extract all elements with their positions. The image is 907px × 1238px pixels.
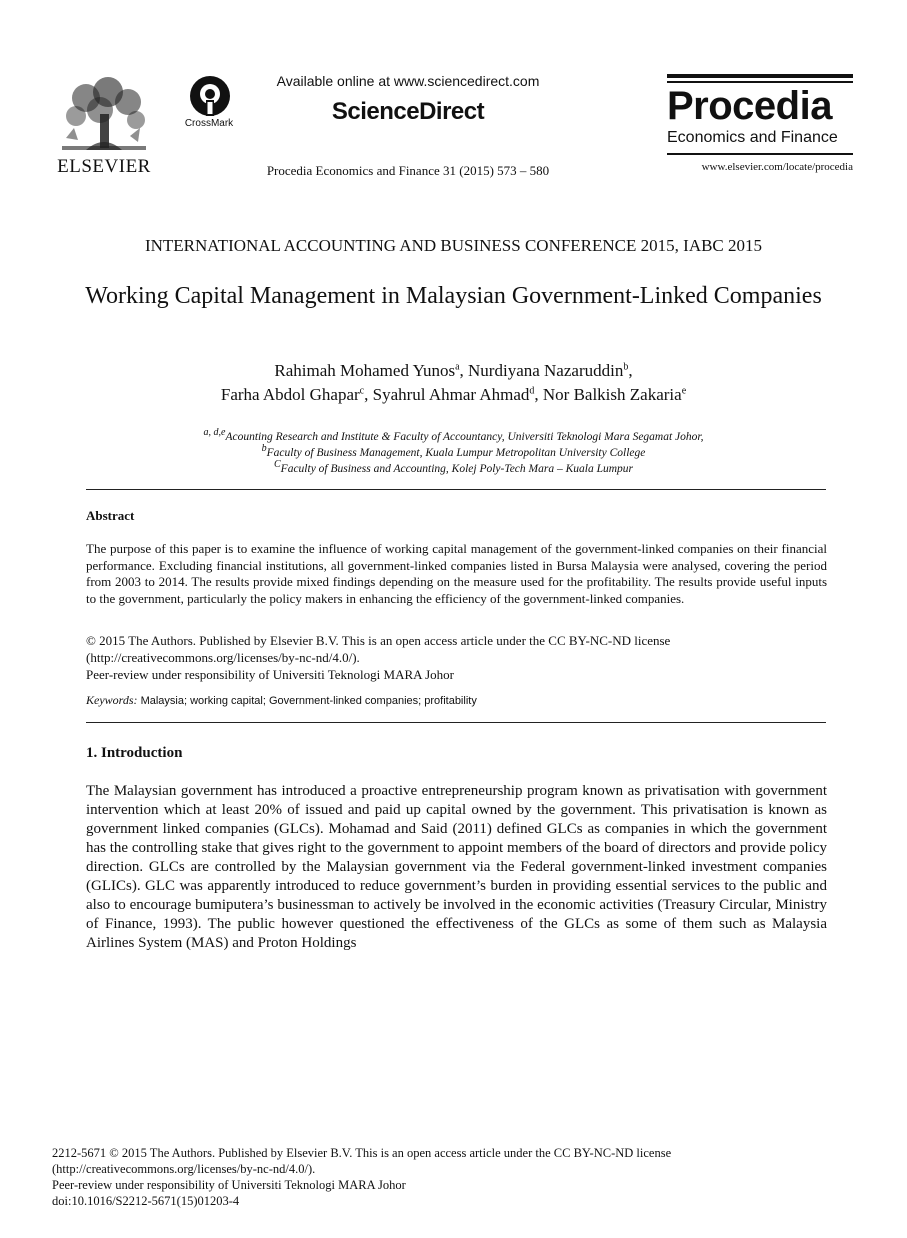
- author-name: Syahrul Ahmar Ahmad: [372, 385, 530, 404]
- author-sup: a: [455, 361, 460, 373]
- publisher-wordmark: ELSEVIER: [57, 156, 151, 177]
- section-divider: [86, 722, 826, 723]
- crossmark-label: CrossMark: [184, 118, 234, 129]
- abstract-text: The purpose of this paper is to examine the influence of working capital management of the government-linked companies on their financial performance. Excluding financial institutions, all government-linked companies listed in Bursa Malaysia were analysed, covering the period from 2003 to 2014. The results provide mixed findings depending on the measure used for the profitability. The results provide useful inputs to the government, particularly the policy makers in enhancing the efficiency of the government-linked companies.: [86, 541, 827, 606]
- affiliation-sup: C: [274, 459, 281, 470]
- masthead-rule: [667, 153, 853, 155]
- journal-citation: Procedia Economics and Finance 31 (2015) 573 – 580: [266, 163, 550, 178]
- conference-name: INTERNATIONAL ACCOUNTING AND BUSINESS CONFERENCE 2015, IABC 2015: [144, 236, 763, 255]
- procedia-title: Procedia: [667, 84, 832, 128]
- procedia-subtitle: Economics and Finance: [667, 129, 838, 146]
- keywords: [86, 693, 477, 708]
- procedia-url-link[interactable]: www.elsevier.com/locate/procedia: [701, 161, 853, 173]
- masthead-rule: [667, 74, 853, 78]
- footer-issn-line: 2212-5671 © 2015 The Authors. Published by Elsevier B.V. This is an open access article under the CC BY-NC-ND license: [52, 1146, 672, 1160]
- author-name: Rahimah Mohamed Yunos: [274, 361, 456, 380]
- author-line-2: Farha Abdol Ghapar$^c$, Syahrul Ahmar Ahmad$^d$, Nor Balkish Zakaria$^e$: [220, 385, 687, 404]
- available-online-text: Available online at www.sciencedirect.com: [276, 73, 540, 89]
- footer-doi[interactable]: doi:10.1016/S2212-5671(15)01203-4: [52, 1194, 240, 1208]
- author-line-1: Rahimah Mohamed Yunos$^a$, Nurdiyana Nazaruddin$^b$,: [274, 361, 633, 380]
- author-sup: c: [359, 385, 365, 397]
- affiliation-sup: a, d,e: [203, 427, 226, 438]
- license-link[interactable]: (http://creativecommons.org/licenses/by-nc-nd/4.0/).: [86, 650, 360, 665]
- masthead-rule: [667, 81, 853, 83]
- affiliation: [0, 427, 907, 443]
- abstract-heading: Abstract: [86, 508, 135, 523]
- author-sup: d: [529, 385, 535, 397]
- keywords-label: Keywords:: [86, 693, 138, 707]
- introduction-text: The Malaysian government has introduced a proactive entrepreneurship program known as privatisation with government intervention which at least 20% of issued and paid up capital owned by the government. This privatisation is known as government linked companies (GLCs). Mohamad and Said (2011) defined GLCs as companies in which the government has the controlling stake that gives right to the government to appoint members of the board of directors and provide policy direction. GLCs are controlled by the Malaysian government via the Federal government-linked investment companies (GLICs). GLC was apparently introduced to reduce government’s burden in providing essential services to the public and also to encourage bumiputera’s businessman to actively be involved in the economic activities (Treasury Circular, Ministry of Finance, 1993). The public however questioned the effectiveness of the GLCs as some of them such as Malaysia Airlines System (MAS) and Proton Holdings: [86, 783, 827, 951]
- introduction-heading: 1. Introduction: [86, 745, 183, 761]
- affiliation-text: Faculty of Business Management, Kuala Lumpur Metropolitan University College: [266, 446, 646, 459]
- peer-review-note: Peer-review under responsibility of Universiti Teknologi MARA Johor: [86, 667, 454, 682]
- affiliation-text: Faculty of Business and Accounting, Kolej Poly-Tech Mara – Kuala Lumpur: [280, 462, 633, 475]
- author-name: Nor Balkish Zakaria: [542, 385, 682, 404]
- paper-title: Working Capital Management in Malaysian Government-Linked Companies: [85, 283, 822, 309]
- footer-peer-review: Peer-review under responsibility of Universiti Teknologi MARA Johor: [52, 1178, 406, 1192]
- author-name: Farha Abdol Ghapar: [220, 385, 360, 404]
- author-sup: b: [623, 361, 629, 373]
- affiliation-text: Acounting Research and Institute & Faculty of Accountancy, Universiti Teknologi Mara Segamat Johor,: [225, 430, 704, 443]
- footer-license-link[interactable]: (http://creativecommons.org/licenses/by-nc-nd/4.0/).: [52, 1162, 316, 1176]
- sciencedirect-logo: ScienceDirect: [331, 98, 485, 125]
- keywords-text: Malaysia; working capital; Government-linked companies; profitability: [140, 695, 477, 707]
- procedia-masthead: [667, 74, 853, 173]
- affiliation: [0, 443, 907, 459]
- section-divider: [86, 489, 826, 490]
- author-sup: e: [681, 385, 687, 397]
- affiliation-sup: b: [261, 443, 267, 454]
- author-name: Nurdiyana Nazaruddin: [468, 361, 624, 380]
- affiliation: [0, 459, 907, 475]
- copyright-notice: © 2015 The Authors. Published by Elsevier B.V. This is an open access article under the CC BY-NC-ND license: [86, 633, 671, 648]
